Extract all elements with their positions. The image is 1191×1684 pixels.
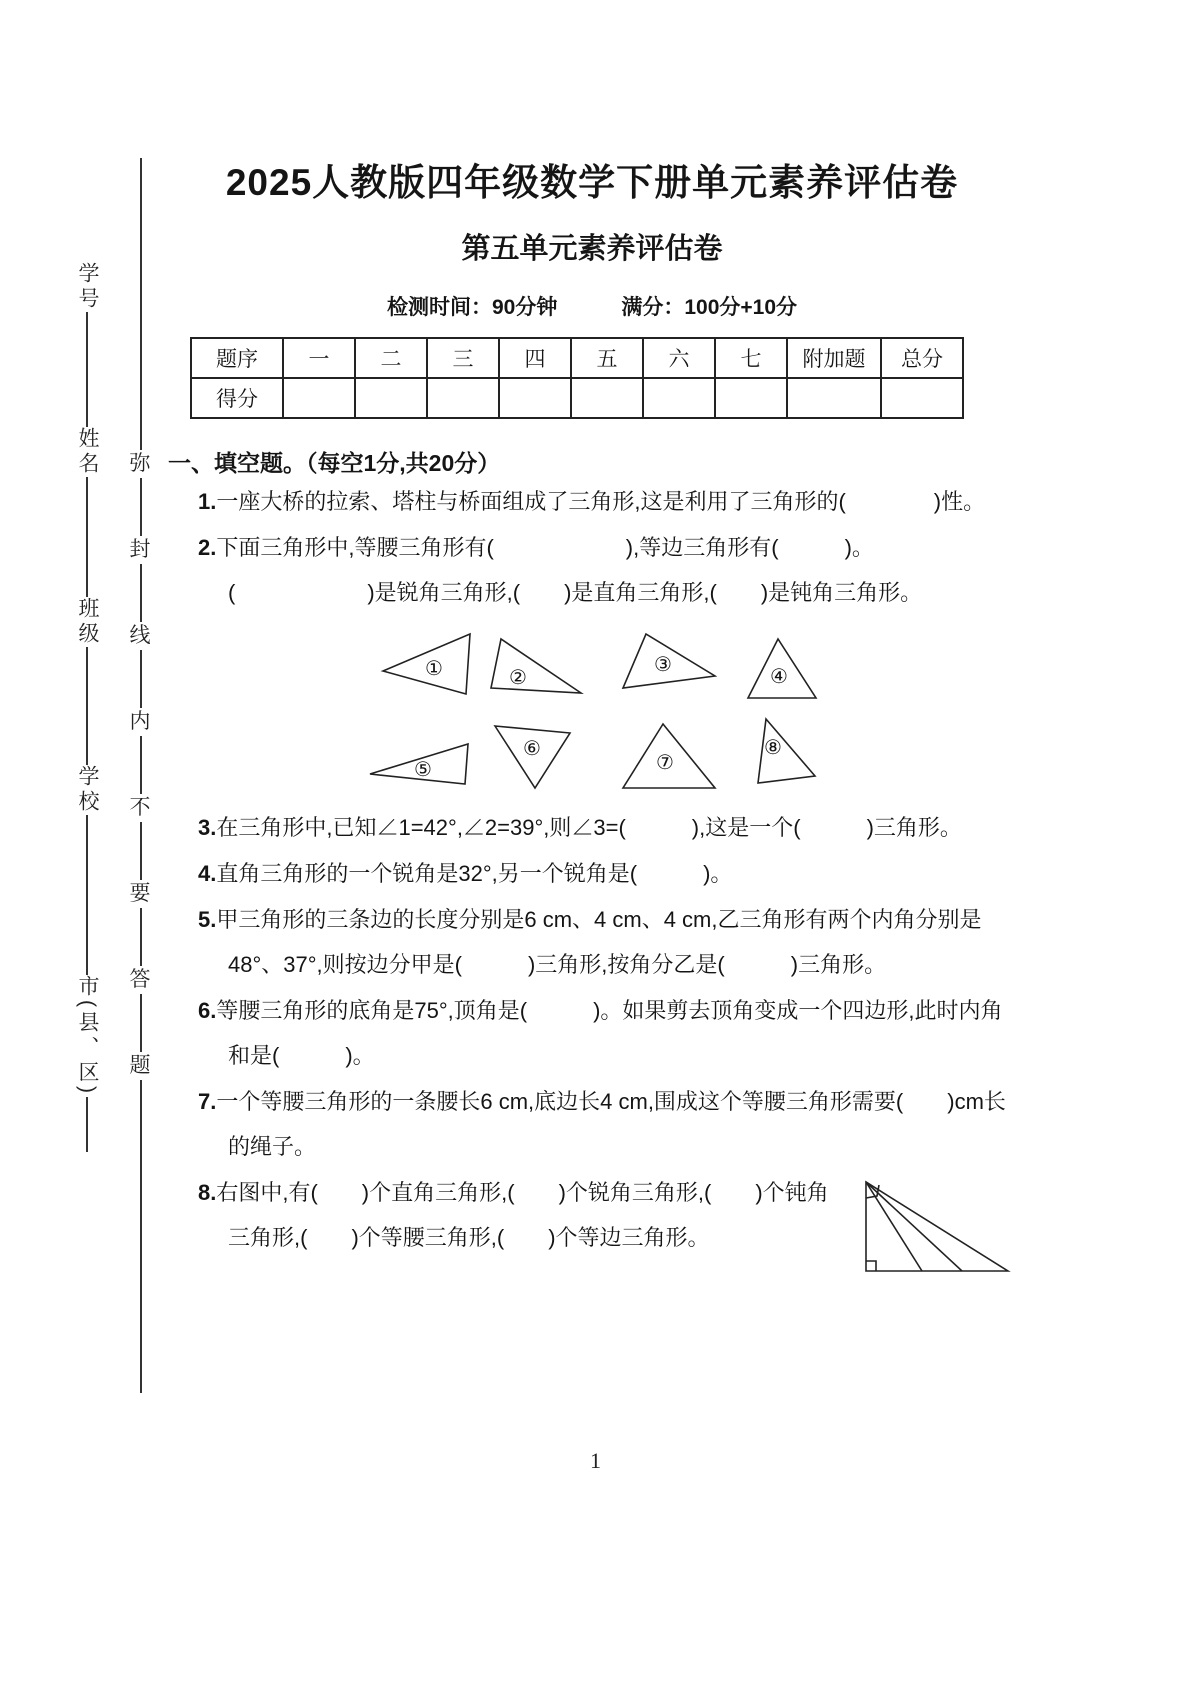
question-7 xyxy=(168,1079,1016,1169)
seal-char: 内 xyxy=(130,708,151,736)
name-label: 姓名 xyxy=(76,427,99,477)
triangle-2-label: ② xyxy=(509,667,527,689)
question-5 xyxy=(168,897,1016,987)
score-table xyxy=(190,337,964,419)
triangle-3-label: ③ xyxy=(654,654,672,676)
question-1-number: 1. xyxy=(198,489,217,514)
triangle-4-label: ④ xyxy=(770,666,788,688)
seal-char: 封 xyxy=(130,536,151,564)
triangle-7-label: ⑦ xyxy=(656,752,674,774)
seal-line xyxy=(128,158,152,1393)
right-angle-marker xyxy=(866,1261,876,1271)
col-section-5: 五 xyxy=(571,338,643,378)
col-extra-credit: 附加题 xyxy=(787,338,881,378)
question-5-number: 5. xyxy=(198,907,217,932)
score-row-label: 得分 xyxy=(191,378,283,418)
triangles-figure xyxy=(368,621,1016,803)
seal-char: 题 xyxy=(130,1052,151,1080)
seal-char: 答 xyxy=(130,966,151,994)
question-5-text: 甲三角形的三条边的长度分别是6 cm、4 cm、4 cm,乙三角形有两个内角分别是48°、37°,则按边分甲是( )三角形,按角分乙是( )三角形。 xyxy=(216,907,982,977)
class-label: 班级 xyxy=(76,597,99,647)
paper-title: 2025人教版四年级数学下册单元素养评估卷 xyxy=(225,162,959,203)
col-section-7: 七 xyxy=(715,338,787,378)
question-6-number: 6. xyxy=(198,998,217,1023)
name-blank-line xyxy=(86,477,88,597)
col-question-order: 题序 xyxy=(191,338,283,378)
triangle-2-shape xyxy=(491,639,581,693)
right-triangle-svg xyxy=(856,1176,1016,1278)
question-8-figure xyxy=(856,1176,1016,1278)
score-cell xyxy=(427,378,499,418)
score-cell xyxy=(355,378,427,418)
triangle-6-label: ⑥ xyxy=(523,738,541,760)
question-6-text: 等腰三角形的底角是75°,顶角是( )。如果剪去顶角变成一个四边形,此时内角和是( )。 xyxy=(216,998,1003,1068)
score-cell xyxy=(643,378,715,418)
question-1-text: 一座大桥的拉索、塔柱与桥面组成了三角形,这是利用了三角形的( )性。 xyxy=(216,489,986,514)
question-1 xyxy=(168,479,1016,524)
outer-right-triangle xyxy=(866,1182,1008,1271)
school-label: 学校 xyxy=(76,765,99,815)
time-limit: 检测时间：90分钟 xyxy=(386,296,558,319)
score-cell xyxy=(715,378,787,418)
class-blank-line xyxy=(86,647,88,765)
question-3-text: 在三角形中,已知∠1=42°,∠2=39°,则∠3=( ),这是一个( )三角形。 xyxy=(216,815,962,840)
city-label: 市(县、区) xyxy=(76,975,99,1097)
col-section-3: 三 xyxy=(427,338,499,378)
question-4-number: 4. xyxy=(198,861,217,886)
score-cell xyxy=(881,378,963,418)
seal-char: 线 xyxy=(130,622,151,650)
main-content xyxy=(168,152,1016,1278)
score-table-score-row xyxy=(191,378,963,418)
question-3-number: 3. xyxy=(198,815,217,840)
question-2-number: 2. xyxy=(198,535,217,560)
triangle-8-label: ⑧ xyxy=(764,737,782,759)
question-8 xyxy=(168,1170,1016,1260)
question-3 xyxy=(168,805,1016,850)
city-blank-line xyxy=(86,1097,88,1152)
col-total: 总分 xyxy=(881,338,963,378)
score-table-header-row xyxy=(191,338,963,378)
section-one-title: 一、填空题。（每空1分,共20分） xyxy=(168,450,501,476)
question-6 xyxy=(168,988,1016,1078)
score-cell xyxy=(283,378,355,418)
question-8-number: 8. xyxy=(198,1180,217,1205)
full-score: 满分：100分+10分 xyxy=(621,296,798,319)
col-section-2: 二 xyxy=(355,338,427,378)
student-info-margin xyxy=(70,262,104,1152)
student-id-label: 学号 xyxy=(76,262,99,312)
page-number: 1 xyxy=(590,1448,601,1473)
school-blank-line xyxy=(86,815,88,975)
question-2-text: 下面三角形中,等腰三角形有( ),等边三角形有( )。( )是锐角三角形,( )是直角三角形,( )是钝角三角形。 xyxy=(216,535,923,605)
triangle-1-label: ① xyxy=(425,658,443,680)
triangles-svg xyxy=(368,621,838,803)
exam-info-line xyxy=(168,291,1016,321)
score-cell xyxy=(499,378,571,418)
col-section-6: 六 xyxy=(643,338,715,378)
question-7-text: 一个等腰三角形的一条腰长6 cm,底边长4 cm,围成这个等腰三角形需要( )cm长的绳子。 xyxy=(216,1089,1006,1159)
question-8-text: 右图中,有( )个直角三角形,( )个锐角三角形,( )个钝角三角形,( )个等腰三角形,( )个等边三角形。 xyxy=(216,1180,829,1250)
score-cell xyxy=(787,378,881,418)
question-7-number: 7. xyxy=(198,1089,217,1114)
question-2 xyxy=(168,525,1016,615)
question-4-text: 直角三角形的一个锐角是32°,另一个锐角是( )。 xyxy=(216,861,733,886)
col-section-1: 一 xyxy=(283,338,355,378)
seal-char: 不 xyxy=(130,794,151,822)
question-4 xyxy=(168,851,1016,896)
seal-char: 要 xyxy=(130,880,151,908)
triangle-5-label: ⑤ xyxy=(414,759,432,781)
col-section-4: 四 xyxy=(499,338,571,378)
student-id-blank-line xyxy=(86,312,88,427)
unit-title: 第五单元素养评估卷 xyxy=(461,233,723,265)
score-cell xyxy=(571,378,643,418)
seal-char: 弥 xyxy=(130,450,151,478)
